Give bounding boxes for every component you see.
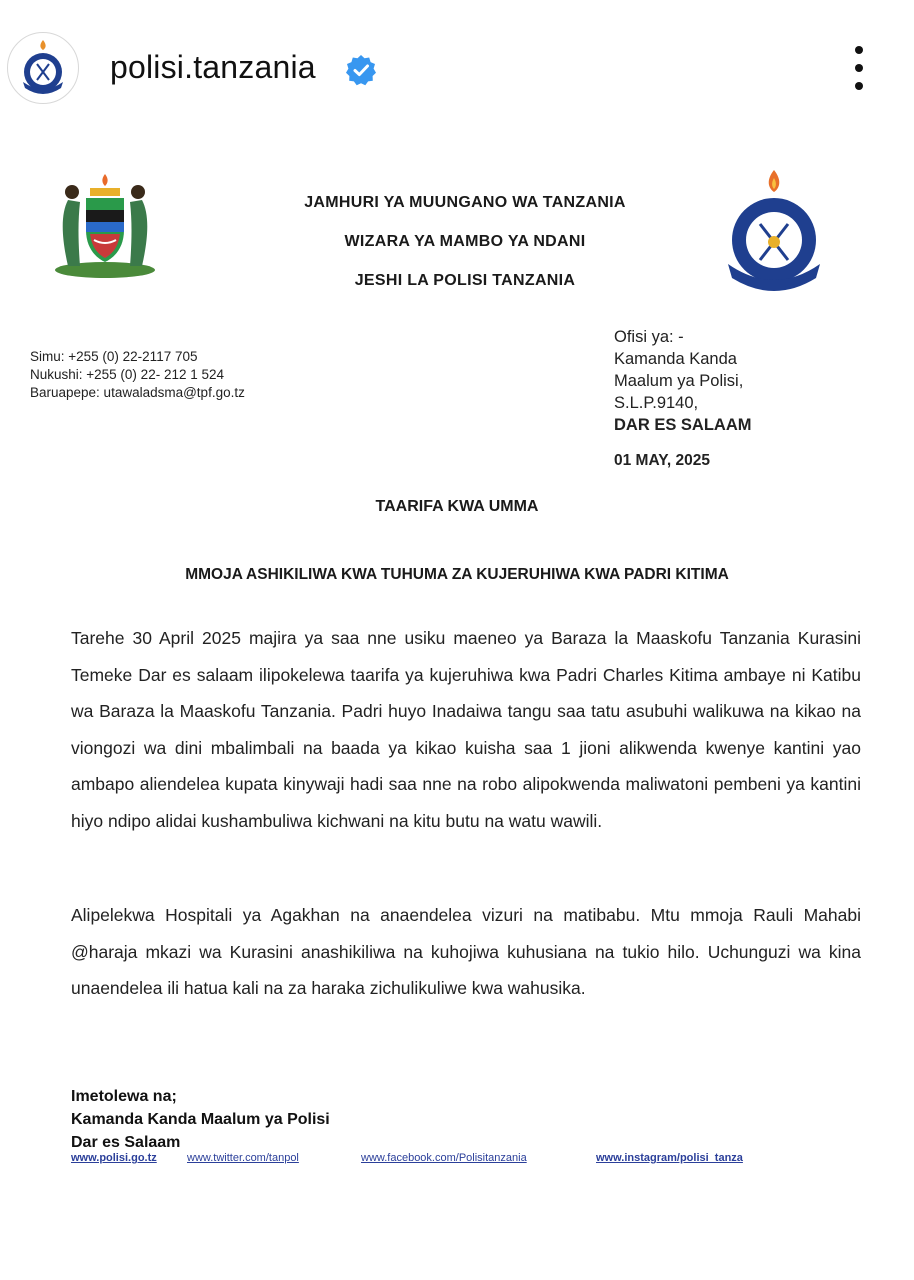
heading-line-3: JESHI LA POLISI TANZANIA	[354, 272, 576, 289]
verified-badge-icon	[345, 54, 377, 86]
press-release-letter	[0, 130, 914, 1280]
link-instagram[interactable]: www.instagram/polisi_tanza	[596, 1152, 743, 1164]
post-header	[0, 0, 914, 130]
office-line-3: Maalum ya Polisi,	[614, 372, 744, 390]
profile-avatar[interactable]	[7, 32, 79, 104]
signature-block	[71, 1085, 330, 1154]
office-line-2: Kamanda Kanda	[614, 350, 737, 368]
email-line: Baruapepe: utawaladsma@tpf.go.tz	[30, 385, 245, 400]
office-line-1: Ofisi ya: -	[614, 328, 684, 346]
more-options-icon[interactable]	[846, 46, 872, 90]
signature-line-3: Dar es Salaam	[71, 1134, 181, 1151]
body-paragraph-1: Tarehe 30 April 2025 majira ya saa nne usiku maeneo ya Baraza la Maaskofu Tanzania Kurasini Temeke Dar es salaam ilipokelewa taarifa ya kujeruhiwa kwa Padri Charles Kitima ambaye ni Katibu wa Baraza la Maaskofu Tanzania. Padri huyo Inadaiwa tangu saa tatu asubuhi walikuwa na kikao na viongozi wa dini mbalimbali na baada ya kikao kuisha saa 1 jioni alikwenda kwenye kantini yao ambapo aliendelea kupata kinywaji hadi saa nne na robo alipokwenda maliwatoni pembeni ya kantini hiyo ndipo alidai kushambuliwa kichwani na kitu butu na watu wawili.	[71, 628, 861, 831]
subject-line: MMOJA ASHIKILIWA KWA TUHUMA ZA KUJERUHIWA KWA PADRI KITIMA	[185, 566, 729, 583]
username[interactable]: polisi.tanzania	[110, 49, 316, 85]
office-line-4: S.L.P.9140,	[614, 394, 699, 412]
link-twitter[interactable]: www.twitter.com/tanpol	[187, 1152, 299, 1164]
phone-line: Simu: +255 (0) 22-2117 705	[30, 349, 198, 364]
signature-line-2: Kamanda Kanda Maalum ya Polisi	[71, 1111, 330, 1128]
heading-line-1: JAMHURI YA MUUNGANO WA TANZANIA	[304, 194, 626, 211]
police-emblem-icon	[15, 38, 71, 98]
fax-line: Nukushi: +255 (0) 22- 212 1 524	[30, 367, 225, 382]
signature-line-1: Imetolewa na;	[71, 1088, 177, 1105]
body-paragraph-2: Alipelekwa Hospitali ya Agakhan na anaendelea vizuri na matibabu. Mtu mmoja Rauli Mahabi @haraja mkazi wa Kurasini anashikiliwa na kuhojiwa kuhusiana na tukio hilo. Uchunguzi wa kina unaendelea ili hatua kali na za haraka zichulikuliwe kwa wahusika.	[71, 905, 861, 998]
link-website[interactable]: www.polisi.go.tz	[71, 1152, 157, 1164]
contact-details	[30, 348, 350, 402]
police-emblem-icon	[718, 168, 830, 294]
tanzania-coat-of-arms-icon	[50, 170, 160, 280]
office-address	[614, 326, 874, 436]
office-city: DAR ES SALAAM	[614, 416, 752, 434]
notice-title: TAARIFA KWA UMMA	[375, 498, 539, 515]
link-facebook[interactable]: www.facebook.com/Polisitanzania	[361, 1152, 527, 1164]
letter-date: 01 MAY, 2025	[614, 452, 710, 469]
heading-line-2: WIZARA YA MAMBO YA NDANI	[344, 233, 586, 250]
